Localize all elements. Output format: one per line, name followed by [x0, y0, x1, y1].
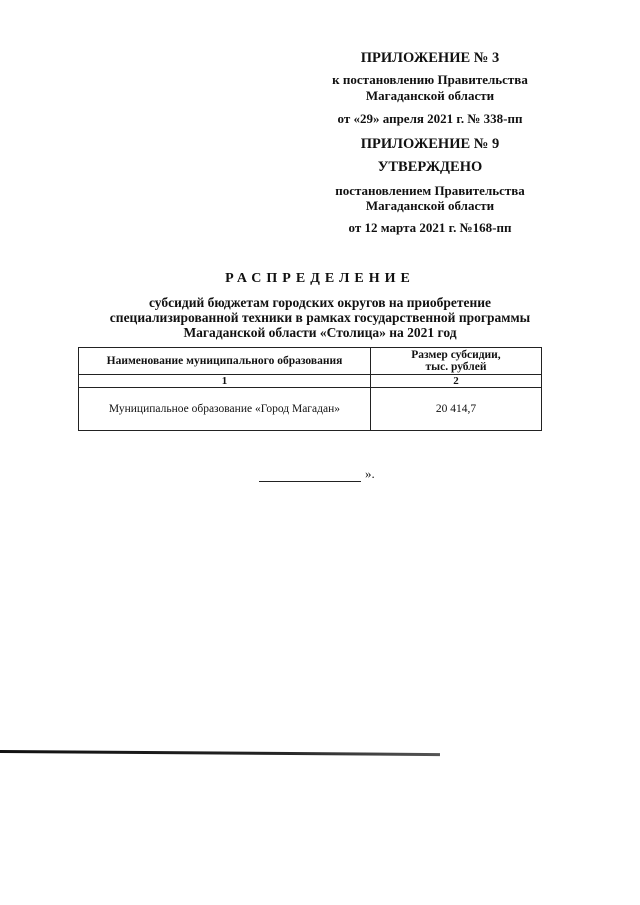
table-row — [79, 388, 542, 431]
approved-by-line2: Магаданской области — [365, 198, 495, 213]
distribution-table — [78, 347, 542, 431]
to-resolution-line1: к постановлению Правительства — [332, 72, 528, 87]
header-subsidy-line1: Размер субсидии, — [411, 349, 501, 361]
appendix-3-heading: ПРИЛОЖЕНИЕ № 3 — [360, 50, 500, 66]
closing-quote: ». — [365, 466, 375, 481]
appendix-9-heading: ПРИЛОЖЕНИЕ № 9 — [360, 136, 500, 152]
approved-heading: УТВЕРЖДЕНО — [377, 159, 483, 175]
header-municipality: Наименование муниципального образования — [79, 348, 371, 375]
column-number-2: 2 — [370, 375, 541, 388]
document-subtitle — [60, 295, 580, 340]
subsidy-amount: 20 414,7 — [370, 388, 541, 431]
table-number-row — [79, 375, 542, 388]
closing-underline — [259, 469, 361, 482]
to-resolution-line2: Магаданской области — [365, 88, 495, 103]
subtitle-line1: субсидий бюджетам городских округов на приобретение — [148, 295, 492, 310]
subtitle-line2: специализированной техники в рамках государственной программы — [109, 310, 531, 325]
closing-mark — [259, 466, 375, 482]
header-subsidy-amount — [370, 348, 541, 375]
resolution-date: от «29» апреля 2021 г. № 338-пп — [337, 111, 523, 126]
table-header-row — [79, 348, 542, 375]
scan-artifact-line — [0, 750, 440, 756]
approved-by-line1: постановлением Правительства — [335, 183, 525, 198]
header-subsidy-line2: тыс. рублей — [425, 361, 487, 373]
municipality-name: Муниципальное образование «Город Магадан» — [79, 388, 371, 431]
document-title: РАСПРЕДЕЛЕНИЕ — [225, 271, 415, 286]
subtitle-line3: Магаданской области «Столица» на 2021 год — [183, 325, 457, 340]
column-number-1: 1 — [79, 375, 371, 388]
approved-date: от 12 марта 2021 г. №168-пп — [348, 220, 512, 235]
